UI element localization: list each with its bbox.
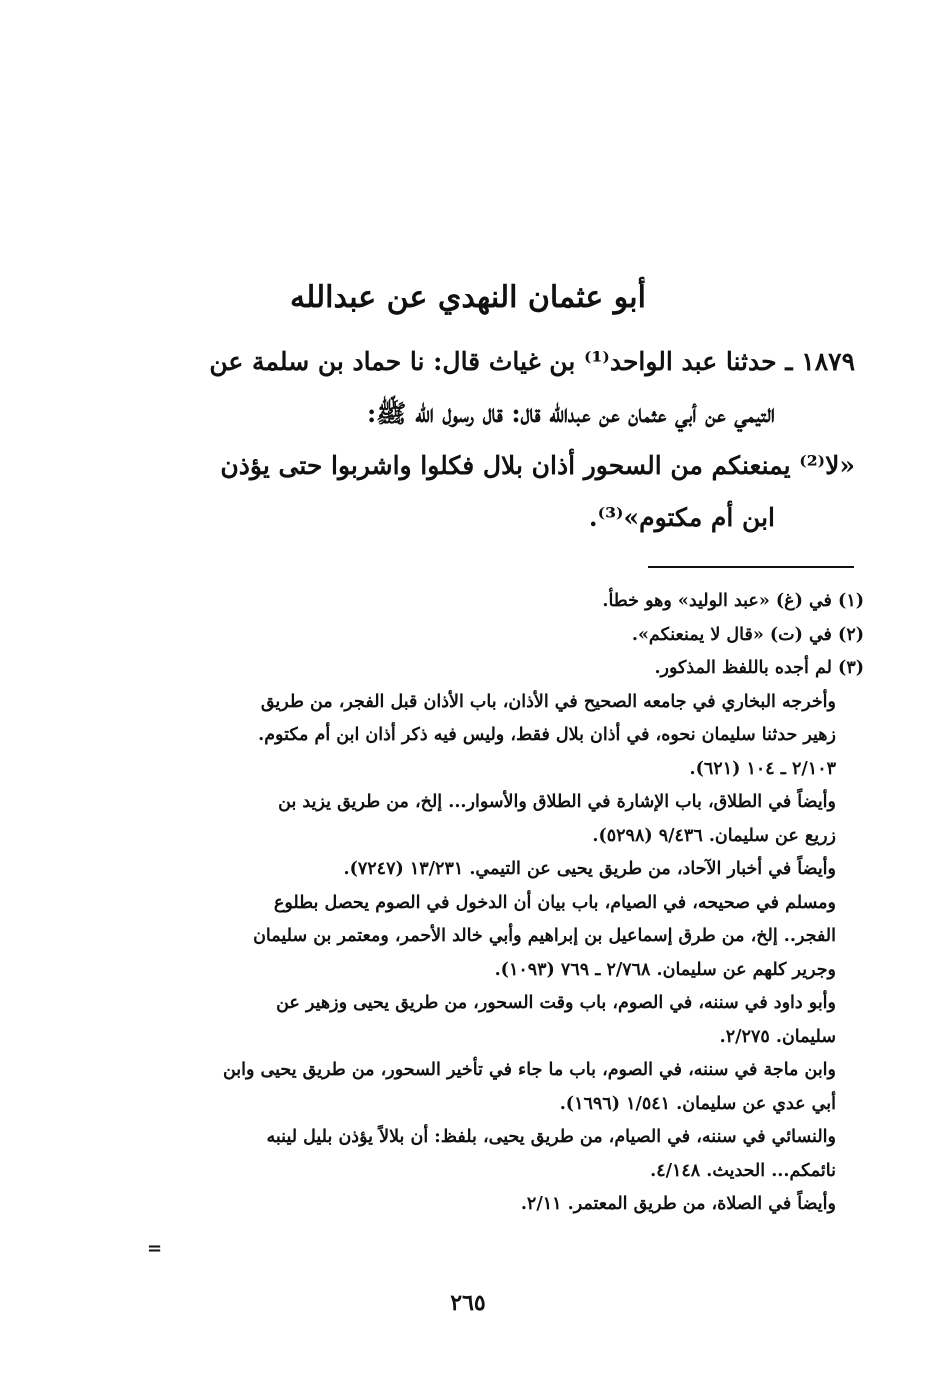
footnote-line: نائمكم... الحديث. ٤/١٤٨.	[650, 1160, 836, 1181]
footnotes	[158, 585, 864, 1222]
footnote-line: ومسلم في صحيحه، في الصيام، باب بيان أن الدخول في الصوم يحصل بطلوع	[273, 892, 836, 913]
page-number: ٢٦٥	[450, 1290, 486, 1316]
footnote-line: (١) في (غ) «عبد الوليد» وهو خطأ.	[602, 591, 864, 611]
hadith-line: ١٨٧٩ ـ حدثنا عبد الواحد⁽¹⁾ بن غياث قال: نا حماد بن سلمة عن	[209, 347, 855, 376]
hadith-line: «لا⁽²⁾ يمنعنكم من السحور أذان بلال فكلوا واشربوا حتى يؤذن	[220, 451, 855, 480]
footnote-line: وأيضاً في أخبار الآحاد، من طريق يحيى عن التيمي. ١٣/٢٣١ (٧٢٤٧).	[343, 859, 836, 879]
footnote-line: وابن ماجة في سننه، في الصوم، باب ما جاء في تأخير السحور، من طريق يحيى وابن	[222, 1060, 836, 1080]
footnote-line: زهير حدثنا سليمان نحوه، في أذان بلال فقط، وليس فيه ذكر أذان ابن أم مكتوم.	[258, 725, 836, 745]
footnote-line: أبي عدي عن سليمان. ١/٥٤١ (١٦٩٦).	[559, 1093, 836, 1114]
footnote-divider	[648, 566, 854, 568]
footnote-line: ٢/١٠٣ ـ ١٠٤ (٦٢١).	[689, 758, 836, 779]
footnote-line: (٣) لم أجده باللفظ المذكور.	[654, 658, 864, 678]
footnote-line: وأيضاً في الصلاة، من طريق المعتمر. ٢/١١.	[520, 1194, 836, 1214]
footnote-line: سليمان. ٢/٢٧٥.	[719, 1026, 836, 1047]
footnote-line: وأبو داود في سننه، في الصوم، باب وقت السحور، من طريق يحيى وزهير عن	[276, 993, 836, 1013]
hadith-line: ابن أم مكتوم»⁽³⁾.	[588, 503, 775, 532]
footnote-line: زريع عن سليمان. ٩/٤٣٦ (٥٢٩٨).	[592, 825, 836, 846]
footnote-line: وأيضاً في الطلاق، باب الإشارة في الطلاق والأسوار... إلخ، من طريق يزيد بن	[278, 792, 836, 812]
footnote-line: الفجر.. إلخ، من طرق إسماعيل بن إبراهيم وأبي خالد الأحمر، ومعتمر بن سليمان	[253, 926, 836, 946]
continuation-mark: =	[147, 1238, 163, 1259]
section-heading: أبو عثمان النهدي عن عبدالله	[290, 280, 646, 315]
footnote-line: وأخرجه البخاري في جامعه الصحيح في الأذان، باب الأذان قبل الفجر، من طريق	[260, 691, 836, 712]
footnote-line: (٢) في (ت) «قال لا يمنعنكم».	[631, 624, 864, 645]
hadith-line: التيمي عن أبي عثمان عن عبدالله قال: قال رسول الله ﷺ:	[366, 399, 775, 428]
footnote-line: والنسائي في سننه، في الصيام، من طريق يحيى، بلفظ: أن بلالاً يؤذن بليل لينبه	[266, 1127, 836, 1147]
hadith-text	[155, 336, 855, 544]
footnote-line: وجرير كلهم عن سليمان. ٢/٧٦٨ ـ ٧٦٩ (١٠٩٣).	[494, 959, 836, 980]
